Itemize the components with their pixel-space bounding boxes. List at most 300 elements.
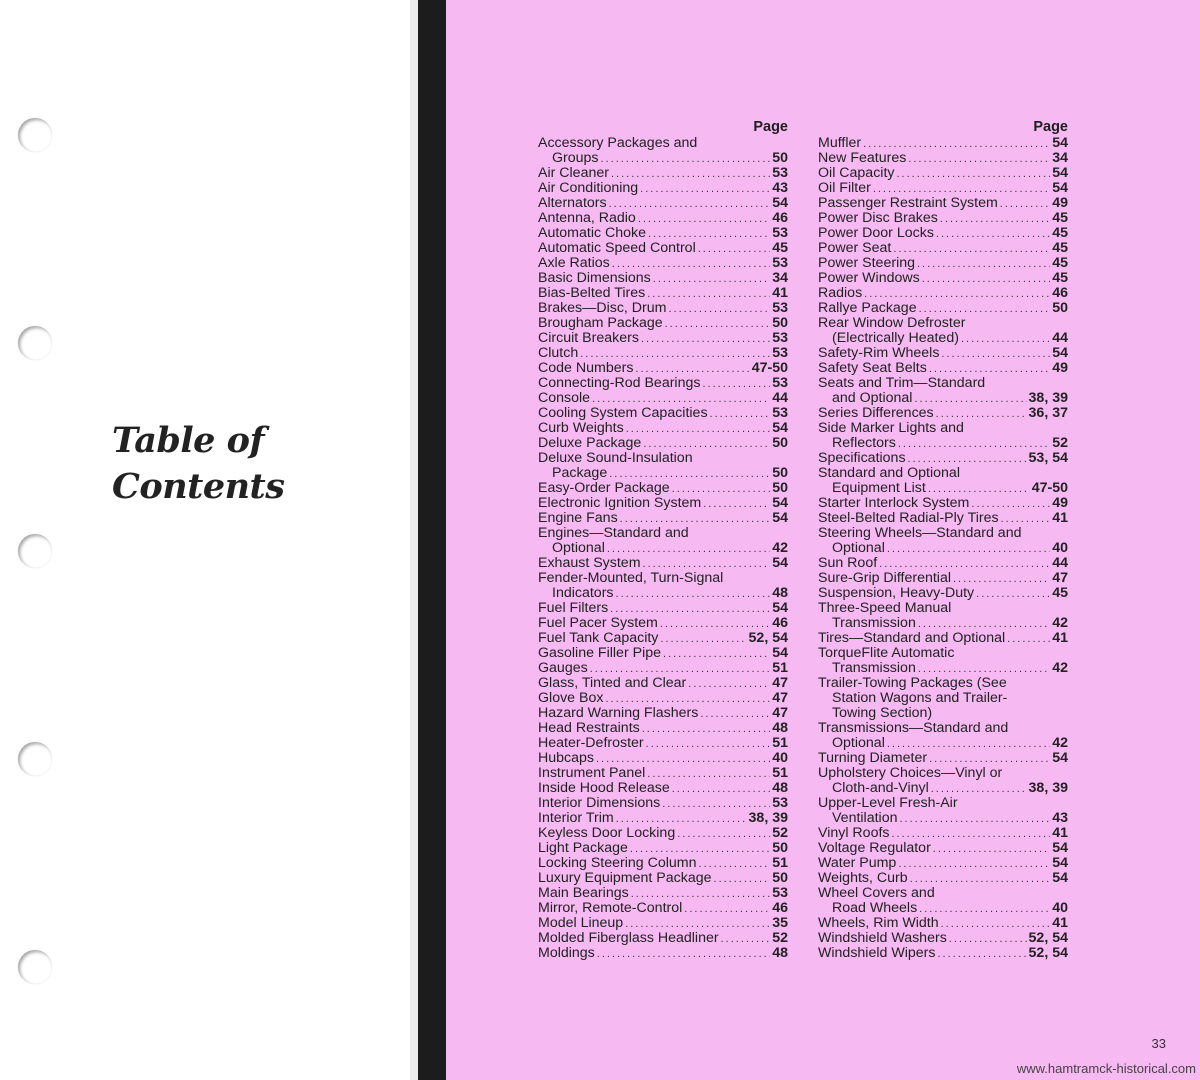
index-entry [818,646,1068,676]
entry-label: Transmission [832,661,916,676]
dot-leader [864,287,1050,301]
dot-leader [698,242,770,256]
index-entry-line [538,286,788,301]
dot-leader [607,542,770,556]
entry-label: Moldings [538,946,595,961]
entry-label: Windshield Washers [818,931,947,946]
index-entry-line [818,376,1068,391]
index-entry [818,796,1068,826]
index-entry-line [538,436,788,451]
binder-hole [18,118,52,152]
entry-page-number: 41 [1052,826,1068,841]
entry-label: Gauges [538,661,588,676]
index-entry [818,931,1068,946]
index-entry [538,601,788,616]
index-entry-line [538,256,788,271]
entry-label: Basic Dimensions [538,271,651,286]
index-entry-line [538,751,788,766]
index-entry [818,886,1068,916]
index-entry [538,196,788,211]
index-entry-line [818,451,1068,466]
dot-leader [914,392,1026,406]
index-entry-line [818,871,1068,886]
entry-label: Inside Hood Release [538,781,670,796]
dot-leader [1000,197,1050,211]
index-entry [538,931,788,946]
index-entry-line [538,766,788,781]
index-entry-line [818,391,1068,406]
entry-label: Glass, Tinted and Clear [538,676,687,691]
index-entry-line [538,841,788,856]
entry-page-number: 47 [1052,571,1068,586]
entry-label: Rallye Package [818,301,917,316]
dot-leader [863,137,1050,151]
dot-leader [660,632,746,646]
entry-label: New Features [818,151,907,166]
dot-leader [669,302,771,316]
entry-label: Equipment List [832,481,926,496]
index-entry-line [818,361,1068,376]
index-entry-line [818,271,1068,286]
index-entry [538,916,788,931]
entry-page-number: 54 [1052,871,1068,886]
entry-page-number: 49 [1052,196,1068,211]
entry-label: Suspension, Heavy-Duty [818,586,975,601]
index-entry-line [818,766,1068,781]
entry-page-number: 38, 39 [1028,781,1068,796]
dot-leader [917,257,1050,271]
index-entry [538,331,788,346]
index-entry [818,316,1068,346]
entry-label: Automatic Choke [538,226,647,241]
entry-page-number: 41 [1052,511,1068,526]
dot-leader [887,737,1050,751]
entry-page-number: 50 [1052,301,1068,316]
entry-page-number: 45 [1052,271,1068,286]
entry-label: Oil Filter [818,181,871,196]
entry-label: Cooling System Capacities [538,406,708,421]
index-entry-line [538,331,788,346]
index-entry-line [538,676,788,691]
dot-leader [677,827,770,841]
entry-label: Locking Steering Column [538,856,697,871]
dot-leader [609,197,771,211]
index-entry [538,496,788,511]
entry-label: Clutch [538,346,579,361]
dot-leader [941,917,1051,931]
dot-leader [646,737,771,751]
index-entry [538,631,788,646]
entry-page-number: 52 [772,931,788,946]
dot-leader [665,317,771,331]
dot-leader [630,842,770,856]
index-entry [538,796,788,811]
index-entry-line [818,646,1068,661]
entry-page-number: 38, 39 [748,811,788,826]
index-entry-line [538,781,788,796]
index-entry [818,571,1068,586]
index-entry [538,826,788,841]
entry-page-number: 45 [1052,226,1068,241]
dot-leader [663,647,770,661]
entry-page-number: 42 [1052,736,1068,751]
dot-leader [611,167,770,181]
entry-page-number: 45 [1052,241,1068,256]
entry-label: Groups [552,151,599,166]
entry-label: Air Cleaner [538,166,609,181]
dot-leader [918,617,1050,631]
entry-label: Automatic Speed Control [538,241,696,256]
entry-label: Connecting-Rod Bearings [538,376,701,391]
entry-label: Turning Diameter [818,751,928,766]
dot-leader [643,557,771,571]
entry-page-number: 53 [772,886,788,901]
index-entry-line [538,241,788,256]
entry-page-number: 34 [772,271,788,286]
entry-label: Indicators [552,586,614,601]
dot-leader [699,857,771,871]
dot-leader [936,227,1050,241]
index-entry-line [538,631,788,646]
entry-page-number: 48 [772,946,788,961]
entry-page-number: 45 [1052,211,1068,226]
entry-page-number: 51 [772,736,788,751]
index-entry-line [818,811,1068,826]
dot-leader [612,257,770,271]
entry-label: Water Pump [818,856,897,871]
page-number: 33 [1151,1036,1166,1051]
index-entry [818,556,1068,571]
entry-label: Power Seat [818,241,892,256]
entry-label: Interior Trim [538,811,614,826]
entry-label: Interior Dimensions [538,796,661,811]
index-entry [818,721,1068,751]
index-entry [818,451,1068,466]
index-entry [538,316,788,331]
entry-page-number: 53, 54 [1028,451,1068,466]
entry-label: Station Wagons and Trailer- [832,691,1008,706]
entry-page-number: 46 [772,901,788,916]
entry-page-number: 50 [772,316,788,331]
entry-label: Accessory Packages and [538,136,698,151]
index-entry [538,886,788,901]
entry-label: and Optional [832,391,913,406]
entry-page-number: 50 [772,841,788,856]
index-entry-line [818,241,1068,256]
index-entry [818,826,1068,841]
dot-leader [590,662,771,676]
entry-page-number: 43 [1052,811,1068,826]
index-entry [818,346,1068,361]
entry-page-number: 46 [772,211,788,226]
entry-label: Power Steering [818,256,915,271]
index-entry-line [818,706,1068,721]
dot-leader [910,872,1051,886]
index-entry-line [818,856,1068,871]
entry-page-number: 47 [772,676,788,691]
entry-page-number: 47 [772,691,788,706]
entry-label: Road Wheels [832,901,918,916]
entry-page-number: 41 [1052,916,1068,931]
index-entry-line [538,136,788,151]
dot-leader [721,932,771,946]
index-entry-line [538,301,788,316]
index-entry [538,346,788,361]
index-entry [538,406,788,421]
entry-page-number: 52 [772,826,788,841]
entry-label: Trailer-Towing Packages (See [818,676,1007,691]
index-entry [818,466,1068,496]
index-entry [818,196,1068,211]
entry-label: Voltage Regulator [818,841,931,856]
entry-label: Package [552,466,608,481]
index-entry-line [538,601,788,616]
entry-page-number: 53 [772,376,788,391]
dot-leader [908,452,1027,466]
entry-label: Model Lineup [538,916,624,931]
dot-leader [672,482,771,496]
entry-label: Gasoline Filler Pipe [538,646,662,661]
entry-label: Sun Roof [818,556,878,571]
index-entry [538,301,788,316]
index-entry-line [538,826,788,841]
dot-leader [647,767,770,781]
index-entry-line [818,496,1068,511]
dot-leader [616,812,747,826]
entry-page-number: 54 [1052,136,1068,151]
index-entry-line [538,706,788,721]
entry-page-number: 36, 37 [1028,406,1068,421]
dot-leader [929,752,1050,766]
entry-label: Axle Ratios [538,256,610,271]
entry-label: Weights, Curb [818,871,908,886]
index-entry-line [538,646,788,661]
entry-label: Fuel Filters [538,601,609,616]
index-entry [538,286,788,301]
index-entry [538,616,788,631]
entry-label: Wheels, Rim Width [818,916,939,931]
entry-page-number: 53 [772,166,788,181]
index-entry [818,751,1068,766]
index-entry [538,256,788,271]
binding-spine [418,0,446,1080]
dot-leader [929,362,1050,376]
dot-leader [928,482,1030,496]
index-entry [538,436,788,451]
index-entry-line [818,481,1068,496]
index-entry [538,721,788,736]
entry-page-number: 52 [1052,436,1068,451]
dot-leader [620,512,771,526]
dot-leader [953,572,1050,586]
entry-label: Light Package [538,841,628,856]
index-entry [538,736,788,751]
entry-page-number: 49 [1052,496,1068,511]
entry-page-number: 40 [1052,541,1068,556]
entry-page-number: 45 [772,241,788,256]
index-entry-line [538,196,788,211]
entry-label: Transmissions—Standard and [818,721,1009,736]
entry-label: Wheel Covers and [818,886,935,901]
entry-label: Radios [818,286,863,301]
entry-label: Exhaust System [538,556,641,571]
entry-label: Three-Speed Manual [818,601,952,616]
dot-leader [640,182,770,196]
entry-page-number: 53 [772,406,788,421]
entry-page-number: 35 [772,916,788,931]
entry-page-number: 53 [772,256,788,271]
entry-page-number: 40 [1052,901,1068,916]
index-entry-line [818,571,1068,586]
entry-page-number: 51 [772,856,788,871]
index-entry-line [818,676,1068,691]
index-entry [818,841,1068,856]
entry-label: Code Numbers [538,361,634,376]
index-entry-line [538,571,788,586]
entry-label: Curb Weights [538,421,624,436]
index-entry [538,706,788,721]
index-entry-line [818,916,1068,931]
index-entry [538,751,788,766]
index-entry-line [818,181,1068,196]
index-entry [818,376,1068,406]
index-entry-line [818,466,1068,481]
entry-label: Towing Section) [832,706,933,721]
entry-page-number: 54 [1052,841,1068,856]
index-entry-line [538,151,788,166]
entry-page-number: 54 [1052,346,1068,361]
dot-leader [703,497,770,511]
entry-label: Tires—Standard and Optional [818,631,1006,646]
entry-page-number: 53 [772,301,788,316]
index-entry-line [538,946,788,961]
entry-page-number: 47-50 [1031,481,1068,496]
entry-page-number: 48 [772,721,788,736]
entry-label: Transmission [832,616,916,631]
index-entry-line [538,691,788,706]
entry-page-number: 50 [772,151,788,166]
index-entry-line [538,541,788,556]
entry-label: Ventilation [832,811,898,826]
entry-label: Heater-Defroster [538,736,644,751]
index-entry [538,421,788,436]
entry-label: Instrument Panel [538,766,646,781]
index-entry-line [818,331,1068,346]
entry-page-number: 38, 39 [1028,391,1068,406]
index-entry-line [538,271,788,286]
index-entry [818,421,1068,451]
index-entry [818,181,1068,196]
entry-page-number: 52, 54 [1028,946,1068,961]
entry-page-number: 54 [1052,181,1068,196]
dot-leader [702,377,770,391]
entry-label: Safety Seat Belts [818,361,927,376]
entry-page-number: 54 [772,421,788,436]
dot-leader [635,362,749,376]
entry-page-number: 42 [1052,616,1068,631]
entry-label: Optional [832,736,885,751]
entry-page-number: 47-50 [751,361,788,376]
dot-leader [919,902,1050,916]
dot-leader [641,332,770,346]
index-entry [818,526,1068,556]
index-entry [818,286,1068,301]
index-entry-line [538,721,788,736]
index-entry [538,211,788,226]
index-entry [538,871,788,886]
index-entry-line [538,226,788,241]
page-title-line: Table of [112,420,264,461]
index-entry-line [538,361,788,376]
dot-leader [700,707,770,721]
index-entry-line [538,586,788,601]
index-entry [538,691,788,706]
index-entry-line [818,616,1068,631]
entry-label: TorqueFlite Automatic [818,646,955,661]
entry-page-number: 54 [772,556,788,571]
dot-leader [625,917,770,931]
index-entry-line [818,196,1068,211]
dot-leader [922,272,1051,286]
index-entry [538,481,788,496]
entry-label: Series Differences [818,406,934,421]
index-entry-line [818,301,1068,316]
entry-page-number: 50 [772,481,788,496]
index-entry-line [818,601,1068,616]
dot-leader [653,272,770,286]
dot-leader [616,587,771,601]
page-title-line: Contents [112,466,285,507]
entry-label: Hazard Warning Flashers [538,706,699,721]
index-entry [538,271,788,286]
dot-leader [971,497,1050,511]
entry-label: Passenger Restraint System [818,196,998,211]
entry-label: Seats and Trim—Standard [818,376,986,391]
entry-label: Power Disc Brakes [818,211,938,226]
entry-label: Specifications [818,451,906,466]
index-entry [818,511,1068,526]
entry-page-number: 54 [772,646,788,661]
index-entry [538,841,788,856]
entry-page-number: 47 [772,706,788,721]
index-entry-line [818,781,1068,796]
dot-leader [662,797,770,811]
index-entry-line [818,691,1068,706]
dot-leader [688,677,770,691]
index-entry-line [818,826,1068,841]
entry-label: Steel-Belted Radial-Ply Tires [818,511,999,526]
dot-leader [898,437,1050,451]
entry-label: Optional [832,541,885,556]
index-entry-line [538,346,788,361]
index-entry-line [818,151,1068,166]
index-entry [538,946,788,961]
dot-leader [710,407,771,421]
entry-label: Cloth-and-Vinyl [832,781,929,796]
entry-page-number: 50 [772,466,788,481]
entry-page-number: 53 [772,346,788,361]
entry-page-number: 42 [772,541,788,556]
index-entry-line [538,661,788,676]
index-entry [538,661,788,676]
index-entry-line [818,721,1068,736]
index-entry-line [818,406,1068,421]
entry-page-number: 53 [772,331,788,346]
entry-label: Standard and Optional [818,466,960,481]
entry-label: Upper-Level Fresh-Air [818,796,958,811]
index-entry-list [538,136,788,961]
entry-label: Brakes—Disc, Drum [538,301,667,316]
